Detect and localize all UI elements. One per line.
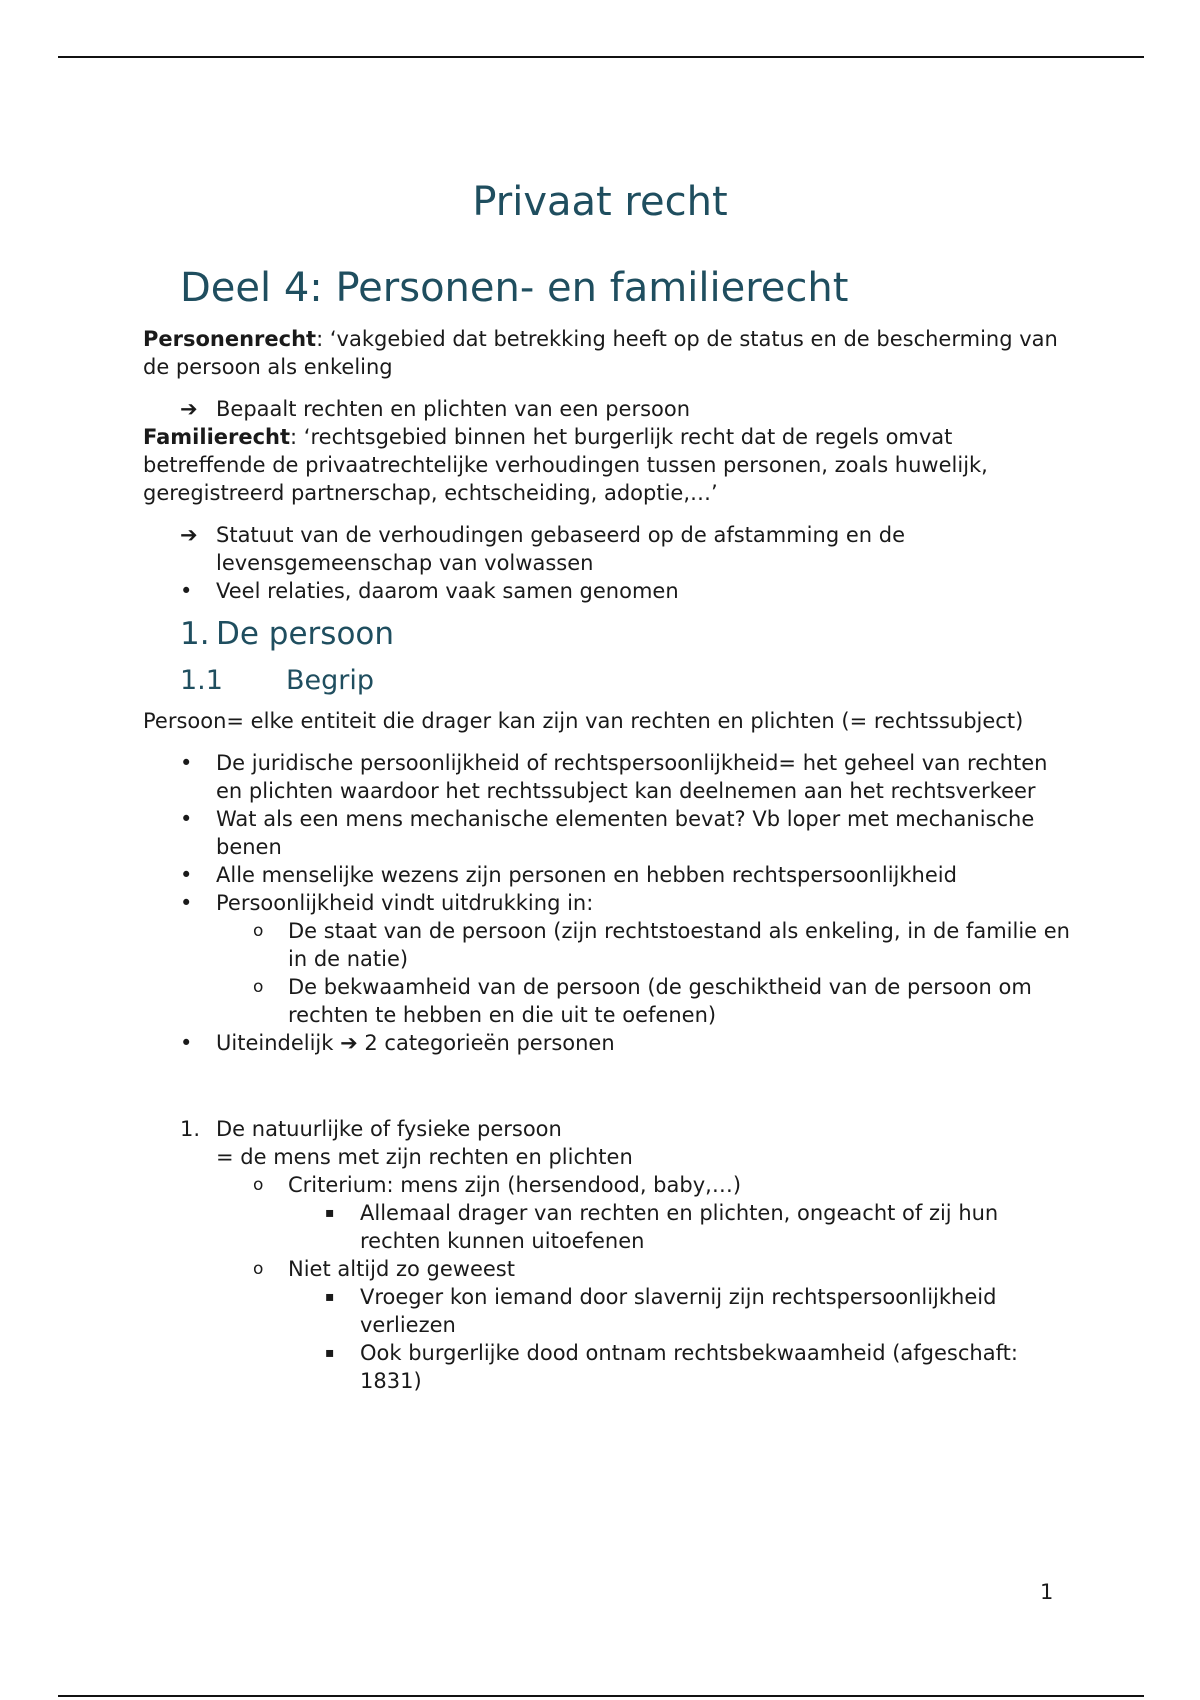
list-item-text: Criterium: mens zijn (hersendood, baby,…) bbox=[288, 1173, 742, 1197]
bullet-icon: • bbox=[180, 863, 193, 887]
circle-bullet-icon: o bbox=[253, 1259, 264, 1279]
section-title: De persoon bbox=[216, 616, 395, 652]
definition-text: : ‘rechtsgebied binnen het burgerlijk recht dat de regels omvat betreffende de privaatrechtelijke verhoudingen tussen personen, zoals huwelijk, geregistreerd partnerschap, echtscheiding, adoptie,…’ bbox=[143, 425, 988, 505]
list-item bbox=[143, 973, 1073, 1029]
list-item-text: Uiteindelijk ➔ 2 categorieën personen bbox=[216, 1031, 615, 1055]
document-title: Privaat recht bbox=[472, 179, 728, 225]
list-item bbox=[143, 577, 1073, 605]
section-number: 1. bbox=[180, 616, 210, 652]
list-item bbox=[143, 889, 1073, 917]
circle-bullet-icon: o bbox=[253, 1175, 264, 1195]
list-item bbox=[143, 1255, 1073, 1283]
square-bullet-icon: ▪ bbox=[325, 1345, 335, 1361]
square-bullet-icon: ▪ bbox=[325, 1205, 335, 1221]
list-item-text: Vroeger kon iemand door slavernij zijn rechtspersoonlijkheid verliezen bbox=[360, 1285, 997, 1337]
person-categories bbox=[143, 1115, 1073, 1395]
list-item bbox=[143, 521, 1073, 577]
term-familierecht: Familierecht bbox=[143, 425, 291, 449]
list-item-text: Allemaal drager van rechten en plichten, ongeacht of zij hun rechten kunnen uitoefenen bbox=[360, 1201, 999, 1253]
arrow-icon: ➔ bbox=[180, 523, 198, 547]
circle-bullet-icon: o bbox=[253, 977, 264, 997]
personenrecht-points bbox=[143, 395, 1073, 423]
persoon-bullets bbox=[143, 749, 1073, 1057]
document-body bbox=[143, 325, 1073, 1395]
list-item bbox=[143, 805, 1073, 861]
list-item-text: De natuurlijke of fysieke persoon bbox=[216, 1117, 562, 1141]
bullet-icon: • bbox=[180, 1031, 193, 1055]
list-item-text: Persoonlijkheid vindt uitdrukking in: bbox=[216, 891, 594, 915]
list-item bbox=[143, 395, 1073, 423]
section-heading bbox=[180, 615, 1073, 653]
list-item-text: De staat van de persoon (zijn rechtstoestand als enkeling, in de familie en in de natie) bbox=[288, 919, 1070, 971]
bullet-icon: • bbox=[180, 891, 193, 915]
definition-text: : ‘vakgebied dat betrekking heeft op de status en de bescherming van de persoon als enkeling bbox=[143, 327, 1058, 379]
list-item-text: Niet altijd zo geweest bbox=[288, 1257, 515, 1281]
list-item-text: Bepaalt rechten en plichten van een persoon bbox=[216, 397, 691, 421]
list-number: 1. bbox=[180, 1117, 201, 1141]
spacer bbox=[143, 1057, 1073, 1115]
bullet-icon: • bbox=[180, 579, 193, 603]
list-item-text: Ook burgerlijke dood ontnam rechtsbekwaamheid (afgeschaft: 1831) bbox=[360, 1341, 1018, 1393]
footer-rule bbox=[58, 1695, 1144, 1697]
list-item-text: De juridische persoonlijkheid of rechtspersoonlijkheid= het geheel van rechten en plichten waardoor het rechtssubject kan deelnemen aan het rechtsverkeer bbox=[216, 751, 1048, 803]
header-rule bbox=[58, 56, 1144, 58]
list-item-text: Statuut van de verhoudingen gebaseerd op de afstamming en de levensgemeenschap van volwassen bbox=[216, 523, 905, 575]
list-item bbox=[143, 861, 1073, 889]
list-item-text: De bekwaamheid van de persoon (de geschiktheid van de persoon om rechten te hebben en die uit te oefenen) bbox=[288, 975, 1032, 1027]
list-item-subtext: = de mens met zijn rechten en plichten bbox=[216, 1145, 633, 1169]
list-item bbox=[143, 1339, 1073, 1395]
circle-bullet-icon: o bbox=[253, 921, 264, 941]
arrow-icon: ➔ bbox=[180, 397, 198, 421]
list-item bbox=[143, 749, 1073, 805]
list-item-text: Alle menselijke wezens zijn personen en hebben rechtspersoonlijkheid bbox=[216, 863, 957, 887]
list-item bbox=[143, 1171, 1073, 1199]
subsection-title: Begrip bbox=[286, 665, 375, 696]
square-bullet-icon: ▪ bbox=[325, 1289, 335, 1305]
bullet-icon: • bbox=[180, 807, 193, 831]
list-item bbox=[143, 1029, 1073, 1057]
list-item bbox=[143, 917, 1073, 973]
list-item bbox=[143, 1115, 1073, 1171]
definition-persoon: Persoon= elke entiteit die drager kan zijn van rechten en plichten (= rechtssubject) bbox=[143, 709, 1024, 733]
term-personenrecht: Personenrecht bbox=[143, 327, 317, 351]
familierecht-points bbox=[143, 521, 1073, 605]
definition-familierecht bbox=[143, 423, 1073, 507]
bullet-icon: • bbox=[180, 751, 193, 775]
list-item bbox=[143, 1283, 1073, 1339]
list-item-text: Veel relaties, daarom vaak samen genomen bbox=[216, 579, 679, 603]
list-item bbox=[143, 1199, 1073, 1255]
subsection-number: 1.1 bbox=[180, 665, 223, 696]
definition-personenrecht bbox=[143, 325, 1073, 381]
page-number: 1 bbox=[1040, 1580, 1054, 1604]
part-heading: Deel 4: Personen- en familierecht bbox=[180, 265, 849, 311]
list-item-text: Wat als een mens mechanische elementen bevat? Vb loper met mechanische benen bbox=[216, 807, 1035, 859]
subsection-heading bbox=[180, 665, 1073, 697]
